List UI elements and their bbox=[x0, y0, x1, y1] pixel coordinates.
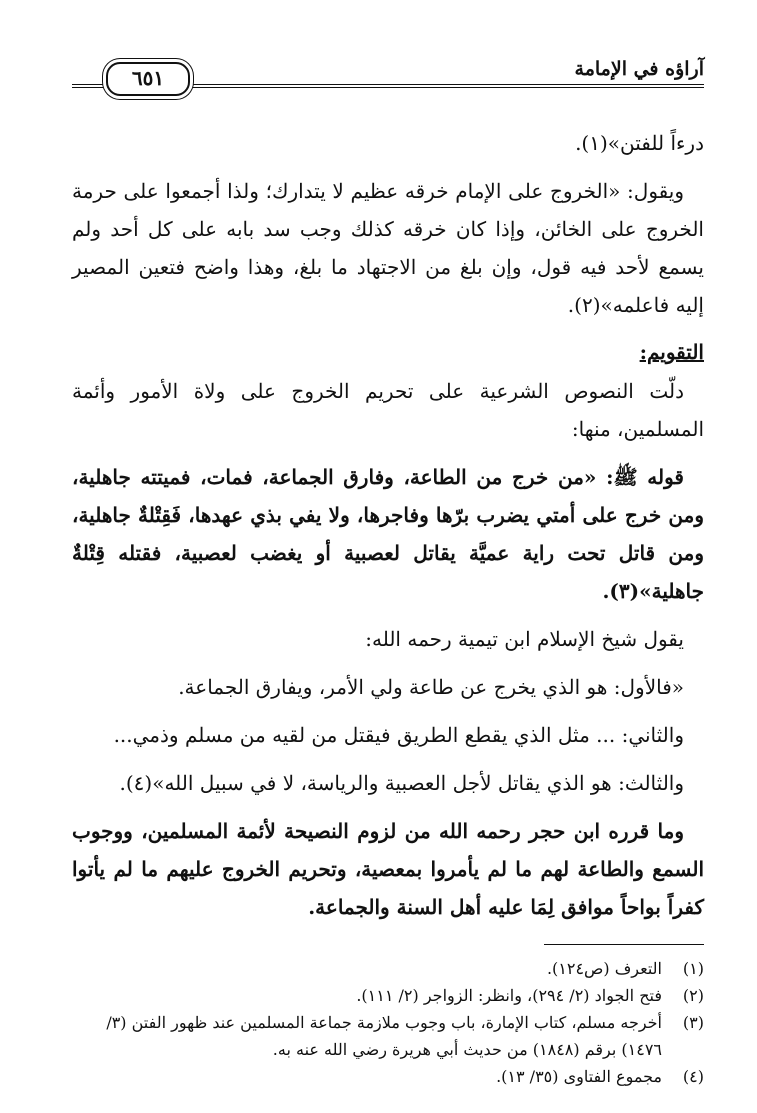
paragraph-evaluation: دلّت النصوص الشرعية على تحريم الخروج على ولاة الأمور وأئمة المسلمين، منها: bbox=[72, 379, 704, 441]
footnotes bbox=[72, 955, 704, 1090]
footnote-number: (١) bbox=[682, 959, 704, 978]
footnote-text: مجموع الفتاوى (٣٥/ ١٣). bbox=[496, 1067, 662, 1086]
paragraph-third: والثالث: هو الذي يقاتل لأجل العصبية والرياسة، لا في سبيل الله»(٤). bbox=[119, 771, 684, 795]
footnote-text: أخرجه مسلم، كتاب الإمارة، باب وجوب ملازمة جماعة المسلمين عند ظهور الفتن (٣/ ١٤٧٦) برقم (١٨٤٨) من حديث أبي هريرة رضي الله عنه به. bbox=[106, 1013, 662, 1059]
footnote-text: التعرف (ص١٢٤). bbox=[546, 959, 662, 978]
paragraph-quote: ويقول: «الخروج على الإمام خرقه عظيم لا يتدارك؛ ولذا أجمعوا على حرمة الخروج على الخائن، وإذا كان خرقه كذلك وجب سد بابه على كل أحد ولم يسمع لأحد فيه قول، وإن بلغ من الاجتهاد ما بلغ، وهذا واضح فتعين المصير إليه فاعلمه»(٢). bbox=[72, 179, 704, 317]
footnote-item bbox=[72, 1063, 704, 1090]
footnote-text: فتح الجواد (٢/ ٢٩٤)، وانظر: الزواجر (٢/ ١١١). bbox=[356, 986, 662, 1005]
paragraph-ibn-taymiyya-intro: يقول شيخ الإسلام ابن تيمية رحمه الله: bbox=[365, 627, 684, 651]
paragraph-second: والثاني: ... مثل الذي يقطع الطريق فيقتل من لقيه من مسلم وذمي... bbox=[113, 723, 684, 747]
page-header bbox=[72, 56, 704, 96]
footnote-number: (٢) bbox=[682, 986, 704, 1005]
paragraph-conclusion: وما قرره ابن حجر رحمه الله من لزوم النصيحة لأئمة المسلمين، ووجوب السمع والطاعة لهم ما لم يأمروا بمعصية، وتحريم الخروج عليهم ما لم يأتوا كفراً بواحاً موافق لِمَا عليه أهل السنة والجماعة. bbox=[72, 819, 704, 919]
footnote-item bbox=[72, 955, 704, 982]
page-number: ٦٥١ bbox=[106, 62, 190, 96]
book-page bbox=[72, 56, 704, 1090]
paragraph-first: «فالأول: هو الذي يخرج عن طاعة ولي الأمر، ويفارق الجماعة. bbox=[178, 675, 684, 699]
footnote-separator bbox=[544, 944, 704, 945]
paragraph-continuation: درءاً للفتن»(١). bbox=[575, 131, 704, 155]
paragraph-hadith: قوله ﷺ: «من خرج من الطاعة، وفارق الجماعة، فمات، فميتته جاهلية، ومن خرج على أمتي يضرب برّها وفاجرها، ولا يفي بذي عهدها، فَقِتْلةٌ جاهلية، ومن قاتل تحت راية عميَّة يقاتل لعصبية أو يغضب لعصبية، فقتله قِتْلةٌ جاهلية»(٣). bbox=[72, 465, 704, 603]
footnote-number: (٣) bbox=[682, 1013, 704, 1032]
page-body bbox=[72, 124, 704, 1090]
footnote-item bbox=[72, 982, 704, 1009]
footnote-item bbox=[72, 1009, 704, 1063]
section-heading: التقويم: bbox=[639, 340, 704, 364]
running-title: آراؤه في الإمامة bbox=[574, 58, 704, 80]
footnote-number: (٤) bbox=[682, 1067, 704, 1086]
